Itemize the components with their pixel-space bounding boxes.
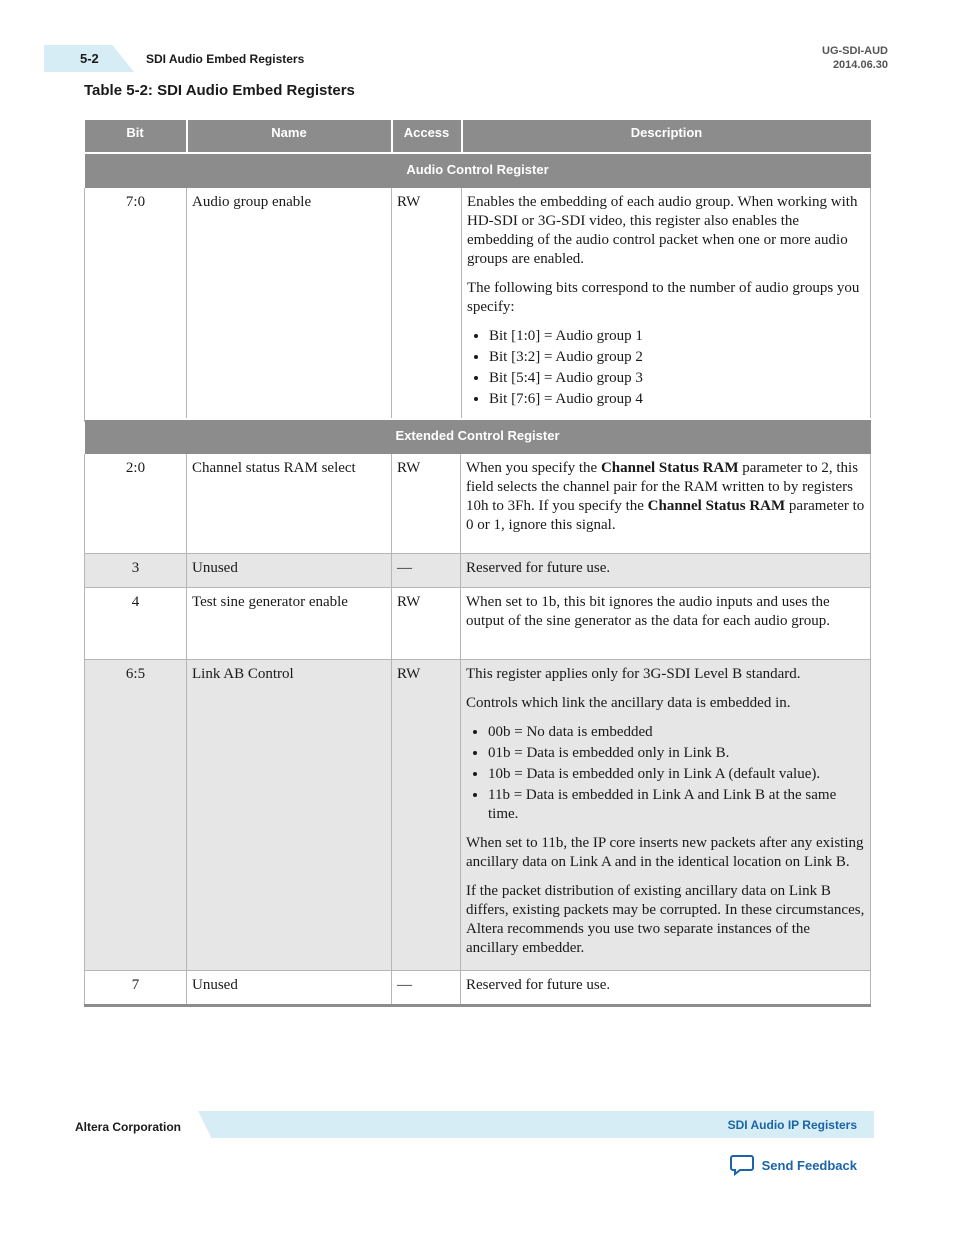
table-row	[85, 188, 871, 422]
cell-name: Audio group enable	[187, 188, 392, 422]
cell-bit: 3	[85, 554, 187, 588]
send-feedback-label: Send Feedback	[761, 1157, 857, 1173]
list-item: • 00b = No data is embedded	[488, 723, 865, 742]
speech-bubble-icon	[730, 1154, 754, 1176]
cell-access: RW	[392, 660, 461, 971]
description-paragraph: Enables the embedding of each audio group. When working with HD-SDI or 3G-SDI video, this register also enables the embedding of the audio control packet when one or more audio groups are enabled.	[467, 194, 858, 267]
cell-description: Reserved for future use.	[461, 971, 871, 1006]
cell-bit: 4	[85, 588, 187, 660]
cell-description	[461, 660, 871, 971]
cell-access: —	[392, 554, 461, 588]
parameter-name: Channel Status RAM	[647, 498, 786, 514]
description-text: parameter to 0 or 1, ignore this signal.	[466, 498, 865, 533]
cell-access: RW	[392, 454, 461, 554]
description-text: When you specify the	[466, 460, 601, 476]
page-number: 5-2	[80, 51, 99, 66]
table-row	[85, 588, 871, 660]
bullet-list	[467, 327, 865, 409]
running-title: SDI Audio Embed Registers	[146, 52, 305, 66]
cell-description: When set to 1b, this bit ignores the audio inputs and uses the output of the sine generator as the data for each audio group.	[461, 588, 871, 660]
description-paragraph: The following bits correspond to the number of audio groups you specify:	[467, 280, 860, 315]
description-paragraph: When set to 11b, the IP core inserts new packets after any existing ancillary data on Link A and in the identical location on Link B.	[466, 835, 864, 870]
doc-date: 2014.06.30	[832, 59, 888, 71]
table-row	[85, 971, 871, 1006]
table-row	[85, 660, 871, 971]
column-header-access: Access	[392, 120, 462, 153]
cell-description	[462, 188, 871, 422]
table-row	[85, 454, 871, 554]
section-row-audio-control	[85, 153, 871, 188]
cell-access: —	[392, 971, 461, 1006]
doc-id-block	[822, 44, 888, 72]
doc-id: UG-SDI-AUD	[822, 45, 888, 57]
description-paragraph: If the packet distribution of existing ancillary data on Link B differs, existing packets may be corrupted. In these circumstances, Altera recommends you use two separate instances of the ancillary embedder.	[466, 883, 865, 956]
cell-access: RW	[392, 188, 462, 422]
description-paragraph: Controls which link the ancillary data is embedded in.	[466, 695, 791, 711]
section-row-extended-control	[85, 419, 871, 454]
cell-name: Unused	[187, 971, 392, 1006]
footer-company: Altera Corporation	[75, 1120, 182, 1134]
column-header-bit: Bit	[85, 120, 187, 153]
cell-bit: 2:0	[85, 454, 187, 554]
parameter-name: Channel Status RAM	[600, 460, 739, 476]
bullet-list	[466, 723, 865, 824]
list-item: • Bit [3:2] = Audio group 2	[489, 348, 865, 367]
list-item: • Bit [5:4] = Audio group 3	[489, 369, 865, 388]
description-paragraph: This register applies only for 3G-SDI Level B standard.	[466, 666, 801, 682]
register-table-extended	[84, 418, 871, 1007]
table-header-row	[85, 120, 871, 153]
list-item: • 01b = Data is embedded only in Link B.	[488, 744, 865, 763]
cell-access: RW	[392, 588, 461, 660]
column-header-name: Name	[187, 120, 392, 153]
list-item: • Bit [1:0] = Audio group 1	[489, 327, 865, 346]
table-row	[85, 554, 871, 588]
list-item: • 10b = Data is embedded only in Link A (default value).	[488, 765, 865, 784]
description-text: parameter to 2, this field selects the channel pair for the RAM written to by registers 10h to 3Fh. If you specify the	[466, 460, 859, 514]
column-header-description: Description	[462, 120, 871, 153]
register-table	[84, 120, 871, 422]
cell-name: Test sine generator enable	[187, 588, 392, 660]
list-item: • 11b = Data is embedded in Link A and Link B at the same time.	[488, 786, 865, 824]
footer-section-link[interactable]: SDI Audio IP Registers	[727, 1118, 857, 1132]
send-feedback-link[interactable]	[730, 1154, 857, 1176]
cell-bit: 7:0	[85, 188, 187, 422]
cell-description: Reserved for future use.	[461, 554, 871, 588]
cell-name: Link AB Control	[187, 660, 392, 971]
section-title: Extended Control Register	[85, 419, 871, 454]
table-caption: Table 5-2: SDI Audio Embed Registers	[84, 82, 355, 99]
cell-name: Unused	[187, 554, 392, 588]
list-item: • Bit [7:6] = Audio group 4	[489, 390, 865, 409]
cell-bit: 6:5	[85, 660, 187, 971]
cell-description	[461, 454, 871, 554]
cell-bit: 7	[85, 971, 187, 1006]
cell-name: Channel status RAM select	[187, 454, 392, 554]
section-title: Audio Control Register	[85, 153, 871, 188]
